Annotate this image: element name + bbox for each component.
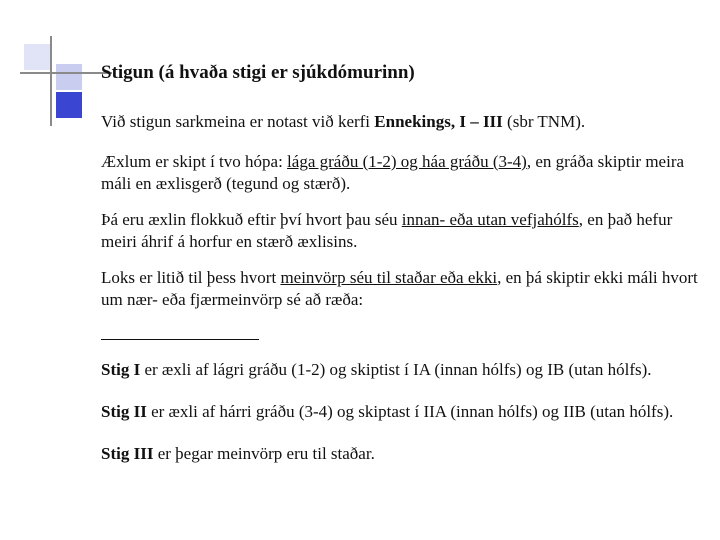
underlined-text: meinvörp séu til staðar eða ekki <box>280 268 498 287</box>
text: (sbr TNM). <box>502 112 586 131</box>
separator-line <box>101 339 259 340</box>
slide-title: Stigun (á hvaða stigi er sjúkdómurinn) <box>101 62 415 83</box>
paragraph-grade <box>101 151 701 195</box>
decor-square-mid <box>56 64 82 90</box>
underlined-text: lága gráðu (1-2) og háa gráðu (3-4) <box>287 152 527 171</box>
text: er æxli af lágri gráðu (1-2) og skiptist í IA (innan hólfs) og IB (utan hólfs). <box>140 360 652 379</box>
paragraph-enneking <box>101 111 701 133</box>
stage-label: Stig II <box>101 402 147 421</box>
text: er æxli af hárri gráðu (3-4) og skiptast í IIA (innan hólfs) og IIB (utan hólfs). <box>146 402 674 421</box>
stage-label: Stig I <box>101 360 141 379</box>
decor-square-accent <box>56 92 82 118</box>
text: , en það hefur meiri áhrif á horfur en stærð æxlisins. <box>101 210 673 251</box>
text: , en þá skiptir ekki máli hvort um nær- eða fjærmeinvörp sé að ræða: <box>101 268 698 309</box>
underlined-text: innan- eða utan vefjahólfs <box>401 210 579 229</box>
stage-label: Stig III <box>101 444 154 463</box>
paragraph-stage-1 <box>101 359 701 381</box>
decor-horizontal-line <box>20 72 112 74</box>
text: Við stigun sarkmeina er notast við kerfi <box>101 112 375 131</box>
slide-body <box>101 111 701 465</box>
text: er þegar meinvörp eru til staðar. <box>153 444 375 463</box>
paragraph-metastasis <box>101 267 701 311</box>
paragraph-compartment <box>101 209 701 253</box>
text: Þá eru æxlin flokkuð eftir því hvort þau séu <box>101 210 402 229</box>
text: Loks er litið til þess hvort <box>101 268 281 287</box>
paragraph-stage-3 <box>101 443 701 465</box>
text: Æxlum er skipt í tvo hópa: <box>101 152 288 171</box>
text: , en gráða skiptir meira máli en æxlisgerð (tegund og stærð). <box>101 152 685 193</box>
paragraph-stage-2 <box>101 401 701 423</box>
emphasis-text: Ennekings, I – III <box>374 112 503 131</box>
decor-square-light <box>24 44 50 70</box>
decor-vertical-line <box>50 36 52 126</box>
